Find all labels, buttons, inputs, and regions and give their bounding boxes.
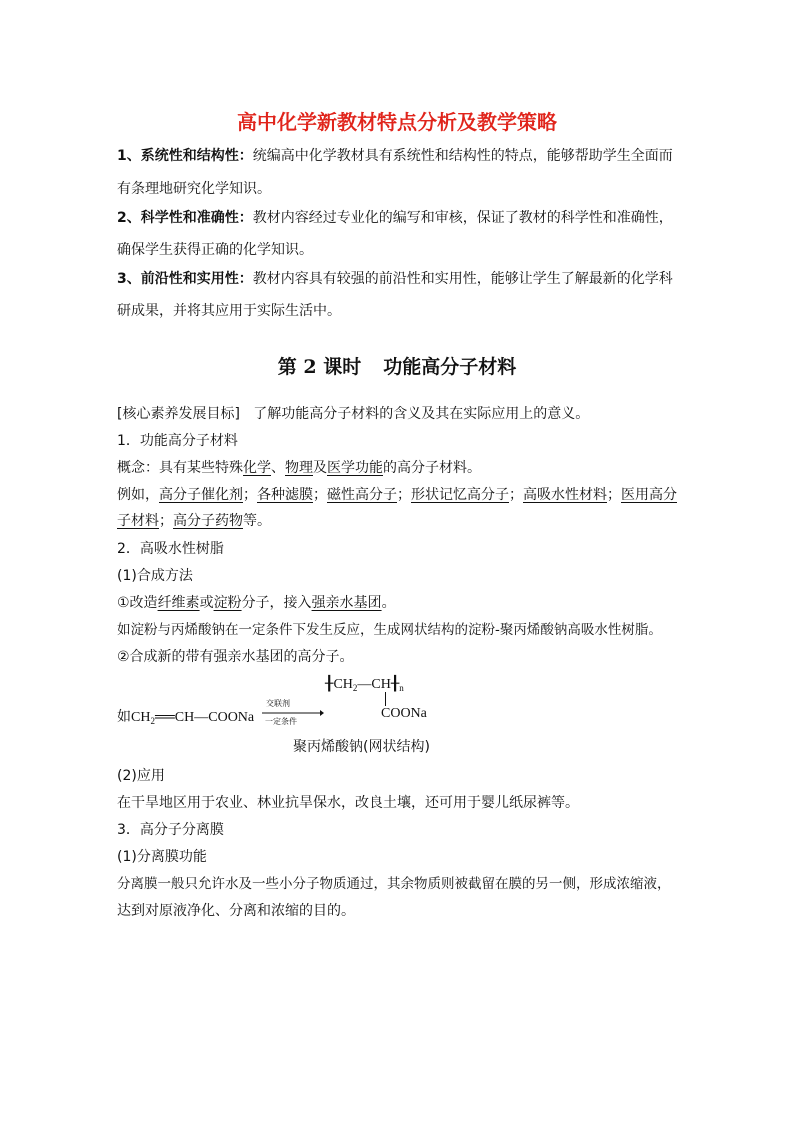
example-item: 形状记忆高分子 [411, 487, 509, 503]
example-sep: ； [243, 487, 257, 503]
condition-top: 交联剂 [266, 699, 290, 708]
open-bracket-icon: ╂ [325, 677, 334, 692]
example-sep: ； [607, 487, 621, 503]
examples-line-2 [117, 512, 271, 530]
concept-chemistry: 化学 [243, 460, 271, 476]
concept-and: 及 [313, 460, 327, 476]
method-1-example: 如淀粉与丙烯酸钠在一定条件下发生反应，生成网状结构的淀粉-聚丙烯酸钠高吸水性树脂。 [117, 622, 662, 638]
example-item: 磁性高分子 [327, 487, 397, 503]
application-text: 在干旱地区用于农业、林业抗旱保水，改良土壤，还可用于婴儿纸尿裤等。 [117, 795, 579, 811]
example-sep: ； [313, 487, 327, 503]
feature-2-label: 2、科学性和准确性： [117, 210, 253, 226]
feature-1-text: 统编高中化学教材具有系统性和结构性的特点，能够帮助学生全面而 [252, 148, 673, 164]
feature-2-line-1 [117, 209, 673, 227]
example-item: 各种滤膜 [257, 487, 313, 503]
method-1-mid: 分子，接入 [241, 595, 312, 611]
method-1-prefix: ①改造 [117, 595, 158, 611]
feature-1-line-2: 有条理地研究化学知识。 [117, 181, 271, 197]
method-1-or: 或 [199, 595, 214, 611]
example-item: 高分子催化剂 [159, 487, 243, 503]
feature-3-line-1 [117, 270, 673, 288]
lesson-heading [0, 352, 794, 379]
example-sep: ； [509, 487, 523, 503]
concept-physics: 物理 [285, 460, 313, 476]
example-sep: ； [159, 513, 173, 529]
monomer-rest: ══CH—COONa [154, 710, 255, 725]
method-1-group: 强亲水基团 [311, 595, 382, 611]
example-item: 高分子药物 [173, 513, 243, 529]
feature-3-label: 3、前沿性和实用性： [117, 271, 253, 287]
examples-suffix: 等。 [243, 513, 271, 529]
feature-2-line-2: 确保学生获得正确的化学知识。 [117, 242, 313, 258]
membrane-line-1: 分离膜一般只允许水及一些小分子物质通过，其余物质则被截留在膜的另一侧，形成浓缩液， [117, 876, 671, 892]
close-bracket-icon: ╂ [390, 677, 400, 692]
polymer-ch: —CH [357, 677, 391, 692]
examples-prefix: 例如， [117, 487, 159, 503]
polymer-ch2: CH [333, 677, 353, 692]
reaction-prefix: 如 [117, 709, 131, 725]
membrane-function-heading: (1)分离膜功能 [117, 849, 207, 865]
method-1-cellulose: 纤维素 [157, 595, 200, 611]
method-1-starch: 淀粉 [213, 595, 242, 611]
concept-line [117, 459, 481, 477]
polymer-top [325, 676, 404, 693]
polymer-sub: 2 [352, 683, 358, 693]
condition-bottom: 一定条件 [265, 717, 297, 726]
membrane-line-2: 达到对原液净化、分离和浓缩的目的。 [117, 903, 355, 919]
product-name: 聚丙烯酸钠(网状结构) [293, 739, 430, 755]
concept-medical: 医学功能 [327, 460, 383, 476]
feature-3-text: 教材内容具有较强的前沿性和实用性，能够让学生了解最新的化学科 [252, 271, 673, 287]
core-goal [117, 405, 589, 423]
lesson-number: 第 2 课时 [277, 356, 362, 378]
example-item: 高吸水性材料 [523, 487, 607, 503]
core-goal-text: 了解功能高分子材料的含义及其在实际应用上的意义。 [253, 406, 590, 422]
feature-3-line-2: 研成果，并将其应用于实际生活中。 [117, 303, 341, 319]
concept-prefix: 概念：具有某些特殊 [117, 460, 243, 476]
section-3-heading: 3．高分子分离膜 [117, 822, 224, 838]
concept-suffix: 的高分子材料。 [383, 460, 481, 476]
feature-1-label: 1、系统性和结构性： [117, 148, 253, 164]
monomer [117, 706, 254, 726]
polymer-bond [385, 692, 386, 706]
application-heading: (2)应用 [117, 768, 165, 784]
concept-sep: 、 [271, 460, 285, 476]
synthesis-heading: (1)合成方法 [117, 568, 193, 584]
example-item: 子材料 [117, 513, 159, 529]
section-2-heading: 2．高吸水性树脂 [117, 541, 224, 557]
feature-2-text: 教材内容经过专业化的编写和审核，保证了教材的科学性和准确性， [252, 210, 673, 226]
section-1-heading: 1．功能高分子材料 [117, 433, 238, 449]
method-2: ②合成新的带有强亲水基团的高分子。 [117, 649, 354, 665]
method-1 [117, 594, 396, 612]
example-item: 医用高分 [621, 487, 677, 503]
examples-line-1 [117, 486, 677, 504]
monomer-sub: 2 [150, 716, 155, 726]
core-goal-label: [核心素养发展目标] [117, 406, 240, 422]
example-sep: ； [397, 487, 411, 503]
method-1-end: 。 [381, 595, 396, 611]
polymer-n: n [399, 683, 404, 693]
monomer-ch2: CH [131, 710, 151, 725]
feature-1-line-1 [117, 147, 677, 165]
document-title: 高中化学新教材特点分析及教学策略 [237, 110, 557, 134]
polymer-group: COONa [381, 706, 427, 721]
lesson-topic: 功能高分子材料 [383, 356, 517, 378]
